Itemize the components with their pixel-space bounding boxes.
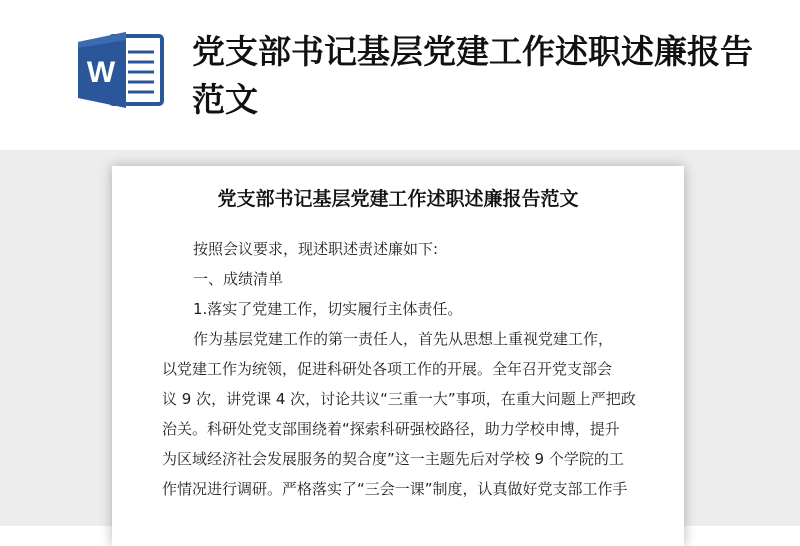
document-title: 党支部书记基层党建工作述职述廉报告范文 <box>217 188 579 210</box>
paragraph-line: 作情况进行调研。严格落实了“三会一课”制度，认真做好党支部工作手 <box>162 480 628 498</box>
document-page <box>112 166 684 546</box>
document-heading: 党支部书记基层党建工作述职述廉报告范文 <box>192 32 753 119</box>
subsection-heading: 1.落实了党建工作，切实履行主体责任。 <box>193 300 463 318</box>
word-icon-letter: W <box>86 56 116 89</box>
word-document-icon <box>76 30 166 110</box>
document-body <box>162 234 642 504</box>
paragraph-line: 为区域经济社会发展服务的契合度”这一主题先后对学校 9 个学院的工 <box>162 450 624 468</box>
section-heading: 一、成绩清单 <box>193 270 284 288</box>
paragraph-line: 以党建工作为统领，促进科研处各项工作的开展。全年召开党支部会 <box>162 360 613 378</box>
paragraph-line: 治关。科研处党支部围绕着“探索科研强校路径，助力学校申博，提升 <box>162 420 620 438</box>
paragraph-line: 议 9 次，讲党课 4 次，讨论共议“三重一大”事项，在重大问题上严把政 <box>162 390 636 408</box>
paragraph-line: 作为基层党建工作的第一责任人，首先从思想上重视党建工作， <box>193 330 614 348</box>
header <box>0 0 800 150</box>
paragraph: 按照会议要求，现述职述责述廉如下: <box>193 240 439 258</box>
